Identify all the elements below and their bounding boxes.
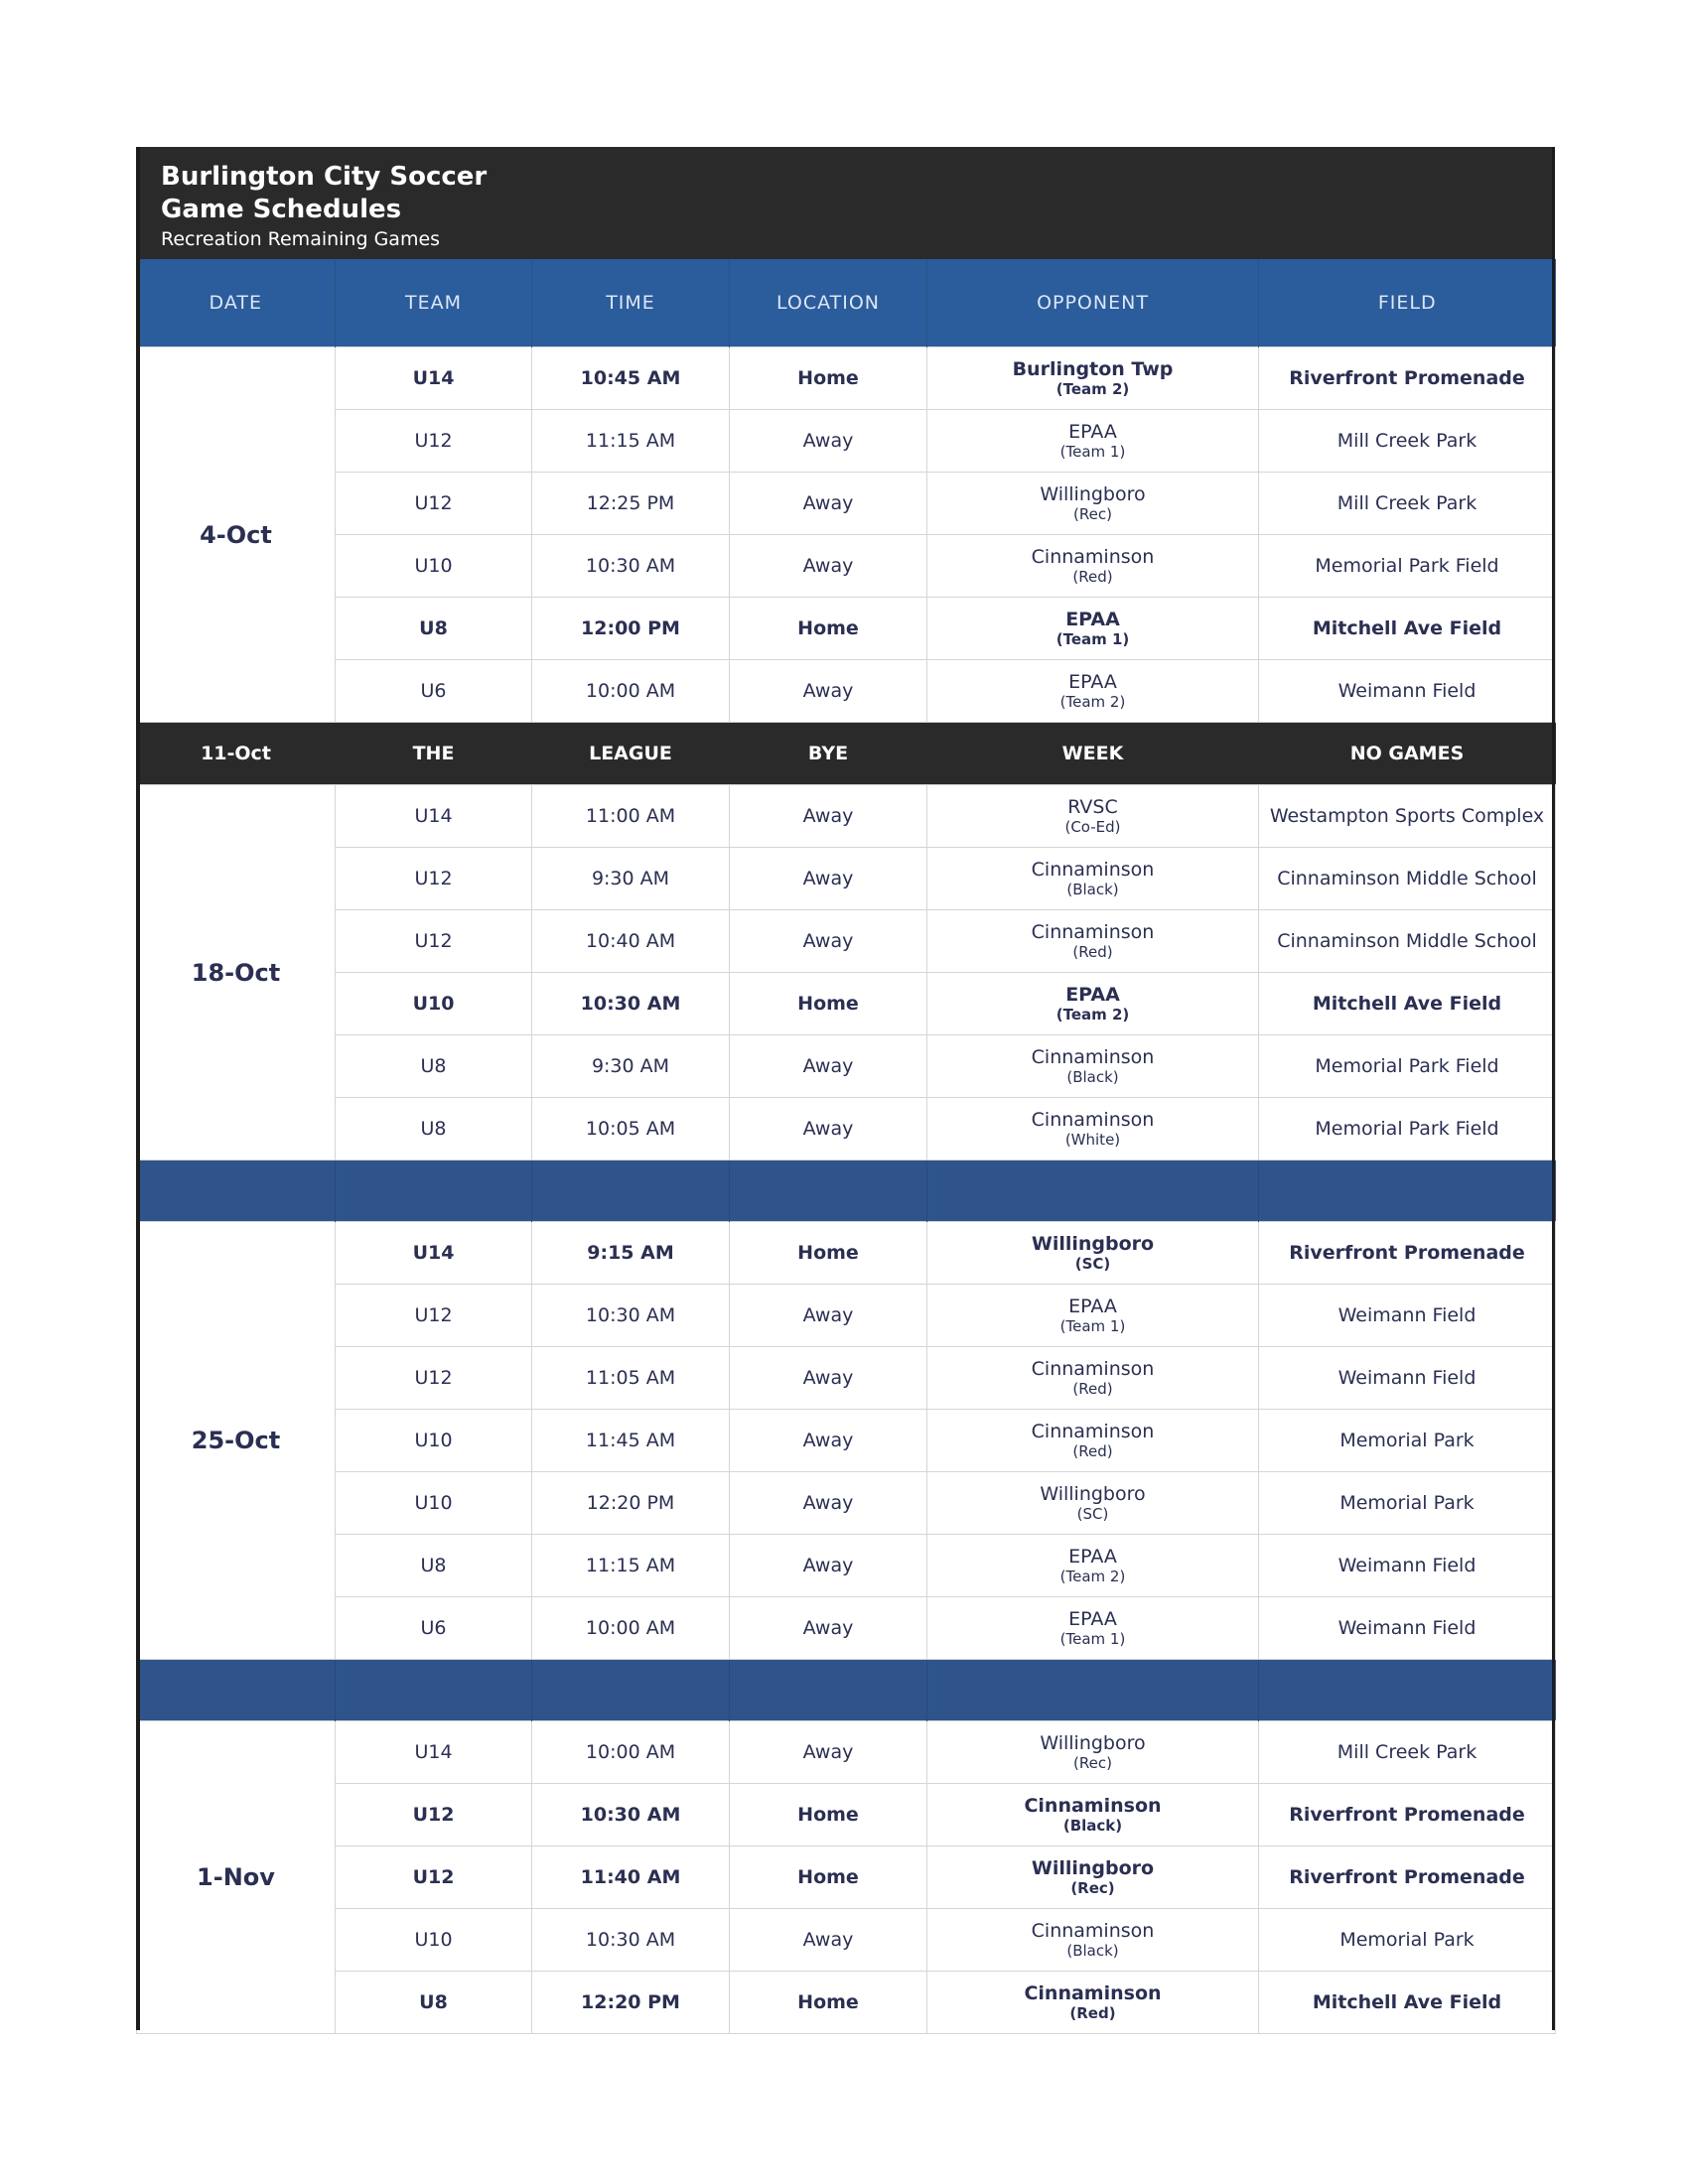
opponent-team: (SC): [1074, 1255, 1111, 1273]
location-cell: Away: [730, 535, 927, 598]
team-cell: U8: [336, 1535, 532, 1597]
opponent-team: (Rec): [1073, 505, 1112, 523]
field-cell: Riverfront Promenade: [1259, 1784, 1556, 1846]
location-cell: Away: [730, 1721, 927, 1784]
spacer-cell: [1259, 1660, 1556, 1721]
time-cell: 10:30 AM: [532, 1909, 730, 1972]
time-cell: 12:20 PM: [532, 1972, 730, 2034]
team-cell: U14: [336, 347, 532, 410]
opponent-cell: [927, 1285, 1259, 1347]
location-cell: Away: [730, 1472, 927, 1535]
opponent-cell: [927, 1535, 1259, 1597]
team-cell: U12: [336, 910, 532, 973]
schedule-sheet: [136, 147, 1555, 2034]
date-cell: 4-Oct: [137, 347, 336, 723]
bye-cell: WEEK: [927, 723, 1259, 785]
table-row: [137, 1846, 1556, 1909]
table-row: [137, 910, 1556, 973]
field-cell: Memorial Park Field: [1259, 535, 1556, 598]
team-cell: U10: [336, 973, 532, 1035]
opponent-team: (SC): [1076, 1505, 1109, 1523]
field-cell: Memorial Park Field: [1259, 1098, 1556, 1160]
opponent-cell: [927, 1098, 1259, 1160]
table-header-row: [137, 259, 1556, 347]
opponent-name: EPAA: [1065, 984, 1120, 1006]
time-cell: 10:30 AM: [532, 973, 730, 1035]
opponent-name: Willingboro: [1040, 1732, 1146, 1754]
date-cell: 18-Oct: [137, 785, 336, 1160]
table-row: [137, 1597, 1556, 1660]
schedule-table: [136, 259, 1556, 2034]
opponent-team: (White): [1064, 1131, 1121, 1149]
date-cell: 1-Nov: [137, 1721, 336, 2034]
team-cell: U8: [336, 598, 532, 660]
table-row: [137, 535, 1556, 598]
location-cell: Away: [730, 1035, 927, 1098]
opponent-name: EPAA: [1068, 1296, 1117, 1317]
team-cell: U8: [336, 1098, 532, 1160]
opponent-team: (Team 1): [1059, 1317, 1126, 1335]
opponent-name: EPAA: [1068, 1546, 1117, 1568]
team-cell: U10: [336, 1909, 532, 1972]
opponent-name: Willingboro: [1031, 1857, 1155, 1879]
opponent-cell: [927, 910, 1259, 973]
field-cell: Mill Creek Park: [1259, 473, 1556, 535]
field-cell: Weimann Field: [1259, 1285, 1556, 1347]
opponent-name: Cinnaminson: [1024, 1982, 1162, 2004]
time-cell: 10:40 AM: [532, 910, 730, 973]
location-cell: Away: [730, 1347, 927, 1410]
opponent-name: Burlington Twp: [1012, 358, 1174, 380]
field-cell: Weimann Field: [1259, 1535, 1556, 1597]
table-row: [137, 848, 1556, 910]
table-row: [137, 973, 1556, 1035]
time-cell: 10:00 AM: [532, 1721, 730, 1784]
time-cell: 11:15 AM: [532, 410, 730, 473]
opponent-cell: [927, 1472, 1259, 1535]
opponent-team: (Red): [1069, 2004, 1116, 2022]
spacer-cell: [927, 1660, 1259, 1721]
column-header-time: TIME: [532, 259, 730, 347]
table-row: [137, 1285, 1556, 1347]
field-cell: Memorial Park: [1259, 1410, 1556, 1472]
spacer-cell: [137, 1660, 336, 1721]
opponent-team: (Team 1): [1059, 443, 1126, 461]
location-cell: Away: [730, 910, 927, 973]
team-cell: U12: [336, 1347, 532, 1410]
team-cell: U12: [336, 473, 532, 535]
spacer-cell: [137, 1160, 336, 1222]
opponent-name: EPAA: [1065, 609, 1120, 630]
location-cell: Away: [730, 1909, 927, 1972]
bye-cell: BYE: [730, 723, 927, 785]
opponent-team: (Red): [1072, 568, 1113, 586]
team-cell: U8: [336, 1972, 532, 2034]
opponent-cell: [927, 848, 1259, 910]
opponent-team: (Black): [1066, 1942, 1119, 1960]
opponent-name: Cinnaminson: [1031, 1358, 1155, 1380]
opponent-name: EPAA: [1068, 1608, 1117, 1630]
spacer-cell: [1259, 1160, 1556, 1222]
table-row: [137, 1535, 1556, 1597]
opponent-cell: [927, 1909, 1259, 1972]
team-cell: U12: [336, 1285, 532, 1347]
bye-week-row: [137, 723, 1556, 785]
opponent-cell: [927, 1846, 1259, 1909]
location-cell: Away: [730, 785, 927, 848]
schedule-body: [137, 347, 1556, 2034]
time-cell: 11:05 AM: [532, 1347, 730, 1410]
field-cell: Mitchell Ave Field: [1259, 598, 1556, 660]
field-cell: Mill Creek Park: [1259, 410, 1556, 473]
opponent-cell: [927, 1410, 1259, 1472]
opponent-name: RVSC: [1067, 796, 1118, 818]
field-cell: Weimann Field: [1259, 1597, 1556, 1660]
team-cell: U6: [336, 660, 532, 723]
column-header-date: DATE: [137, 259, 336, 347]
table-row: [137, 1472, 1556, 1535]
time-cell: 9:30 AM: [532, 1035, 730, 1098]
location-cell: Home: [730, 1972, 927, 2034]
spacer-row: [137, 1160, 1556, 1222]
opponent-name: Cinnaminson: [1031, 546, 1155, 568]
bye-cell: 11-Oct: [137, 723, 336, 785]
opponent-team: (Team 1): [1059, 1630, 1126, 1648]
table-row: [137, 1972, 1556, 2034]
field-cell: Westampton Sports Complex: [1259, 785, 1556, 848]
time-cell: 11:00 AM: [532, 785, 730, 848]
field-cell: Weimann Field: [1259, 660, 1556, 723]
field-cell: Riverfront Promenade: [1259, 1846, 1556, 1909]
bye-cell: THE: [336, 723, 532, 785]
opponent-cell: [927, 1347, 1259, 1410]
spacer-cell: [927, 1160, 1259, 1222]
team-cell: U14: [336, 1222, 532, 1285]
location-cell: Home: [730, 598, 927, 660]
field-cell: Riverfront Promenade: [1259, 1222, 1556, 1285]
team-cell: U12: [336, 1846, 532, 1909]
opponent-cell: [927, 1035, 1259, 1098]
time-cell: 10:00 AM: [532, 1597, 730, 1660]
opponent-name: Cinnaminson: [1031, 1109, 1155, 1131]
team-cell: U12: [336, 1784, 532, 1846]
location-cell: Home: [730, 1222, 927, 1285]
time-cell: 11:15 AM: [532, 1535, 730, 1597]
opponent-cell: [927, 410, 1259, 473]
table-row: [137, 1721, 1556, 1784]
page-title: Burlington City Soccer: [161, 162, 488, 192]
date-cell: 25-Oct: [137, 1222, 336, 1660]
location-cell: Away: [730, 1410, 927, 1472]
location-cell: Away: [730, 660, 927, 723]
column-header-opponent: OPPONENT: [927, 259, 1259, 347]
opponent-team: (Black): [1062, 1817, 1123, 1835]
spacer-cell: [730, 1160, 927, 1222]
opponent-cell: [927, 1222, 1259, 1285]
spacer-cell: [336, 1660, 532, 1721]
opponent-cell: [927, 1597, 1259, 1660]
team-cell: U10: [336, 1472, 532, 1535]
column-header-field: FIELD: [1259, 259, 1556, 347]
time-cell: 10:30 AM: [532, 535, 730, 598]
bye-cell: LEAGUE: [532, 723, 730, 785]
opponent-team: (Team 1): [1055, 630, 1130, 648]
opponent-team: (Black): [1066, 1068, 1119, 1086]
location-cell: Away: [730, 1098, 927, 1160]
team-cell: U6: [336, 1597, 532, 1660]
table-row: [137, 1784, 1556, 1846]
spacer-cell: [730, 1660, 927, 1721]
table-row: [137, 1098, 1556, 1160]
opponent-cell: [927, 535, 1259, 598]
opponent-cell: [927, 660, 1259, 723]
opponent-name: EPAA: [1068, 421, 1117, 443]
location-cell: Away: [730, 473, 927, 535]
opponent-team: (Red): [1072, 1442, 1113, 1460]
opponent-cell: [927, 785, 1259, 848]
location-cell: Home: [730, 1784, 927, 1846]
field-cell: Cinnaminson Middle School: [1259, 910, 1556, 973]
opponent-name: Cinnaminson: [1031, 921, 1155, 943]
time-cell: 10:05 AM: [532, 1098, 730, 1160]
opponent-cell: [927, 1721, 1259, 1784]
column-header-team: TEAM: [336, 259, 532, 347]
opponent-team: (Rec): [1070, 1879, 1115, 1897]
table-row: [137, 1909, 1556, 1972]
opponent-name: Cinnaminson: [1031, 1920, 1155, 1942]
team-cell: U14: [336, 1721, 532, 1784]
time-cell: 10:00 AM: [532, 660, 730, 723]
opponent-name: Cinnaminson: [1031, 1421, 1155, 1442]
location-cell: Away: [730, 1285, 927, 1347]
field-cell: Cinnaminson Middle School: [1259, 848, 1556, 910]
opponent-team: (Team 2): [1059, 693, 1126, 711]
opponent-name: Cinnaminson: [1024, 1795, 1162, 1817]
opponent-cell: [927, 973, 1259, 1035]
team-cell: U10: [336, 1410, 532, 1472]
location-cell: Away: [730, 410, 927, 473]
opponent-name: Willingboro: [1040, 1483, 1146, 1505]
field-cell: Mill Creek Park: [1259, 1721, 1556, 1784]
field-cell: Memorial Park: [1259, 1472, 1556, 1535]
team-cell: U12: [336, 410, 532, 473]
opponent-team: (Black): [1066, 881, 1119, 898]
location-cell: Away: [730, 1597, 927, 1660]
opponent-name: Cinnaminson: [1031, 1046, 1155, 1068]
table-row: [137, 1035, 1556, 1098]
opponent-team: (Team 2): [1055, 1006, 1130, 1024]
field-cell: Memorial Park: [1259, 1909, 1556, 1972]
bye-cell: NO GAMES: [1259, 723, 1556, 785]
field-cell: Riverfront Promenade: [1259, 347, 1556, 410]
time-cell: 12:25 PM: [532, 473, 730, 535]
spacer-cell: [532, 1660, 730, 1721]
opponent-team: (Co-Ed): [1064, 818, 1121, 836]
left-border: [136, 147, 140, 2030]
location-cell: Home: [730, 973, 927, 1035]
opponent-team: (Rec): [1073, 1754, 1112, 1772]
team-cell: U10: [336, 535, 532, 598]
field-cell: Mitchell Ave Field: [1259, 973, 1556, 1035]
column-header-location: LOCATION: [730, 259, 927, 347]
opponent-name: Willingboro: [1040, 483, 1146, 505]
location-cell: Away: [730, 848, 927, 910]
team-cell: U12: [336, 848, 532, 910]
location-cell: Home: [730, 347, 927, 410]
time-cell: 10:45 AM: [532, 347, 730, 410]
table-row: [137, 1410, 1556, 1472]
opponent-team: (Red): [1072, 1380, 1113, 1398]
table-row: [137, 598, 1556, 660]
opponent-cell: [927, 1972, 1259, 2034]
table-row: [137, 1347, 1556, 1410]
opponent-name: Willingboro: [1031, 1233, 1155, 1255]
location-cell: Away: [730, 1535, 927, 1597]
opponent-team: (Team 2): [1059, 1568, 1126, 1585]
table-row: [137, 1222, 1556, 1285]
opponent-cell: [927, 1784, 1259, 1846]
page-subtitle: Recreation Remaining Games: [161, 228, 441, 250]
opponent-cell: [927, 473, 1259, 535]
page-title-line2: Game Schedules: [161, 195, 402, 224]
right-border: [1552, 147, 1555, 2030]
time-cell: 9:30 AM: [532, 848, 730, 910]
time-cell: 12:00 PM: [532, 598, 730, 660]
opponent-team: (Red): [1072, 943, 1113, 961]
time-cell: 11:40 AM: [532, 1846, 730, 1909]
time-cell: 10:30 AM: [532, 1285, 730, 1347]
table-row: [137, 410, 1556, 473]
field-cell: Mitchell Ave Field: [1259, 1972, 1556, 2034]
opponent-name: Cinnaminson: [1031, 859, 1155, 881]
field-cell: Memorial Park Field: [1259, 1035, 1556, 1098]
opponent-name: EPAA: [1068, 671, 1117, 693]
time-cell: 10:30 AM: [532, 1784, 730, 1846]
opponent-cell: [927, 598, 1259, 660]
time-cell: 12:20 PM: [532, 1472, 730, 1535]
spacer-row: [137, 1660, 1556, 1721]
team-cell: U14: [336, 785, 532, 848]
opponent-team: (Team 2): [1055, 380, 1130, 398]
table-row: [137, 347, 1556, 410]
table-row: [137, 785, 1556, 848]
time-cell: 9:15 AM: [532, 1222, 730, 1285]
spacer-cell: [336, 1160, 532, 1222]
field-cell: Weimann Field: [1259, 1347, 1556, 1410]
spacer-cell: [532, 1160, 730, 1222]
table-row: [137, 660, 1556, 723]
title-bar: [136, 147, 1555, 259]
table-row: [137, 473, 1556, 535]
team-cell: U8: [336, 1035, 532, 1098]
opponent-cell: [927, 347, 1259, 410]
location-cell: Home: [730, 1846, 927, 1909]
time-cell: 11:45 AM: [532, 1410, 730, 1472]
